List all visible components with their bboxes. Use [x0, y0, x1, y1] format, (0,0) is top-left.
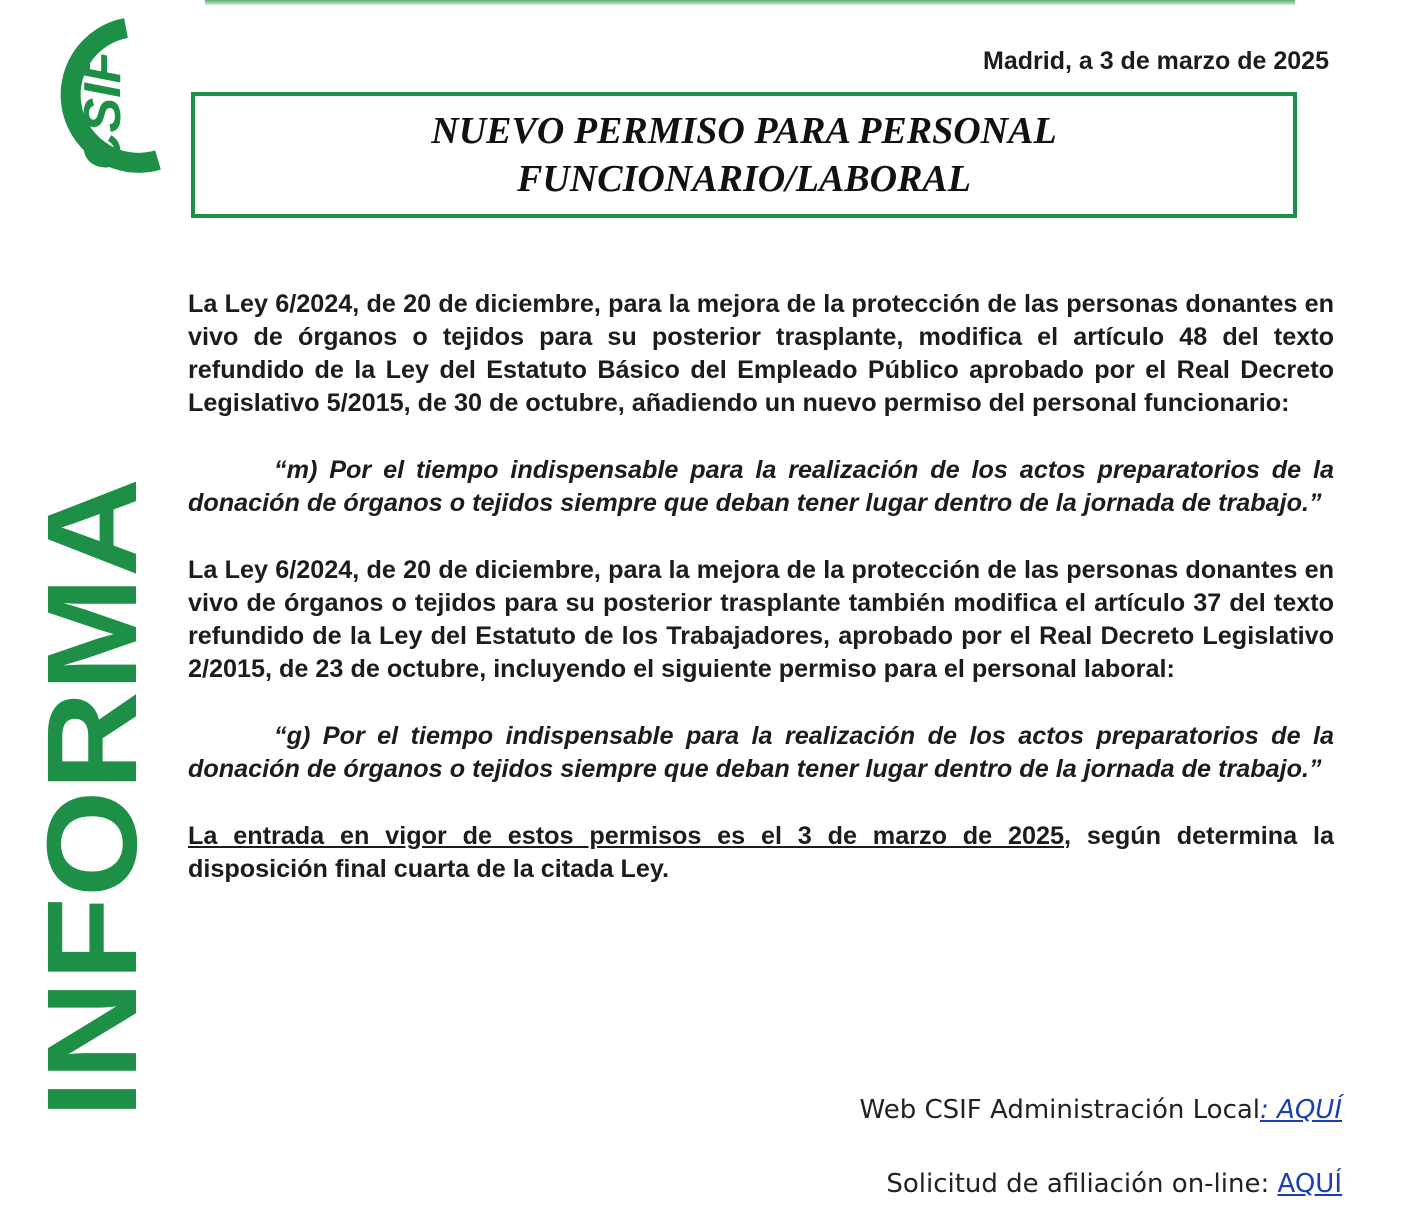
afiliacion-row	[860, 1166, 1342, 1202]
quote-g: “g) Por el tiempo indispensable para la realización de los actos preparatorios de la donación de órganos o tejidos siempre que deban tener lugar dentro de la jornada de trabajo.”	[188, 722, 1334, 783]
logo-text: CSIF	[74, 51, 132, 170]
web-csif-row	[860, 1092, 1342, 1128]
document-body	[188, 288, 1334, 886]
paragraph-3-rest: , según determina la disposición final cuarta de la citada Ley.	[188, 822, 1334, 883]
afiliacion-link[interactable]: AQUÍ	[1277, 1169, 1342, 1199]
web-csif-link[interactable]: : AQUÍ	[1260, 1095, 1342, 1125]
footer-links	[860, 1092, 1342, 1202]
document-title	[431, 107, 1056, 203]
paragraph-3	[188, 820, 1334, 886]
afiliacion-label: Solicitud de afiliación on-line:	[886, 1169, 1278, 1199]
paragraph-2: La Ley 6/2024, de 20 de diciembre, para la mejora de la protección de las personas donantes en vivo de órganos o tejidos para su posterior trasplante también modifica el artículo 37 del texto refundido de la Ley del Estatuto de los Trabajadores, aprobado por el Real Decreto Legislativo 2/2015, de 23 de octubre, incluyendo el siguiente permiso para el personal laboral:	[188, 556, 1334, 683]
paragraph-1: La Ley 6/2024, de 20 de diciembre, para la mejora de la protección de las personas donantes en vivo de órganos o tejidos para su posterior trasplante, modifica el artículo 48 del texto refundido de la Ley del Estatuto Básico del Empleado Público aprobado por el Real Decreto Legislativo 5/2015, de 30 de octubre, añadiendo un nuevo permiso del personal funcionario:	[188, 290, 1334, 417]
document-date: Madrid, a 3 de marzo de 2025	[983, 47, 1329, 75]
entry-into-force-text: La entrada en vigor de estos permisos es el 3 de marzo de 2025	[188, 822, 1065, 850]
top-decorative-strip	[205, 0, 1295, 5]
informa-text: INFORMA	[21, 520, 164, 1118]
quote-m: “m) Por el tiempo indispensable para la realización de los actos preparatorios de la donación de órganos o tejidos siempre que deban tener lugar dentro de la jornada de trabajo.”	[188, 456, 1334, 517]
title-line-2: FUNCIONARIO/LABORAL	[517, 158, 971, 200]
title-box	[191, 92, 1297, 218]
informa-side-label	[21, 468, 164, 1128]
title-line-1: NUEVO PERMISO PARA PERSONAL	[431, 110, 1057, 152]
csif-logo	[18, 10, 178, 195]
web-csif-label: Web CSIF Administración Local	[859, 1095, 1261, 1125]
